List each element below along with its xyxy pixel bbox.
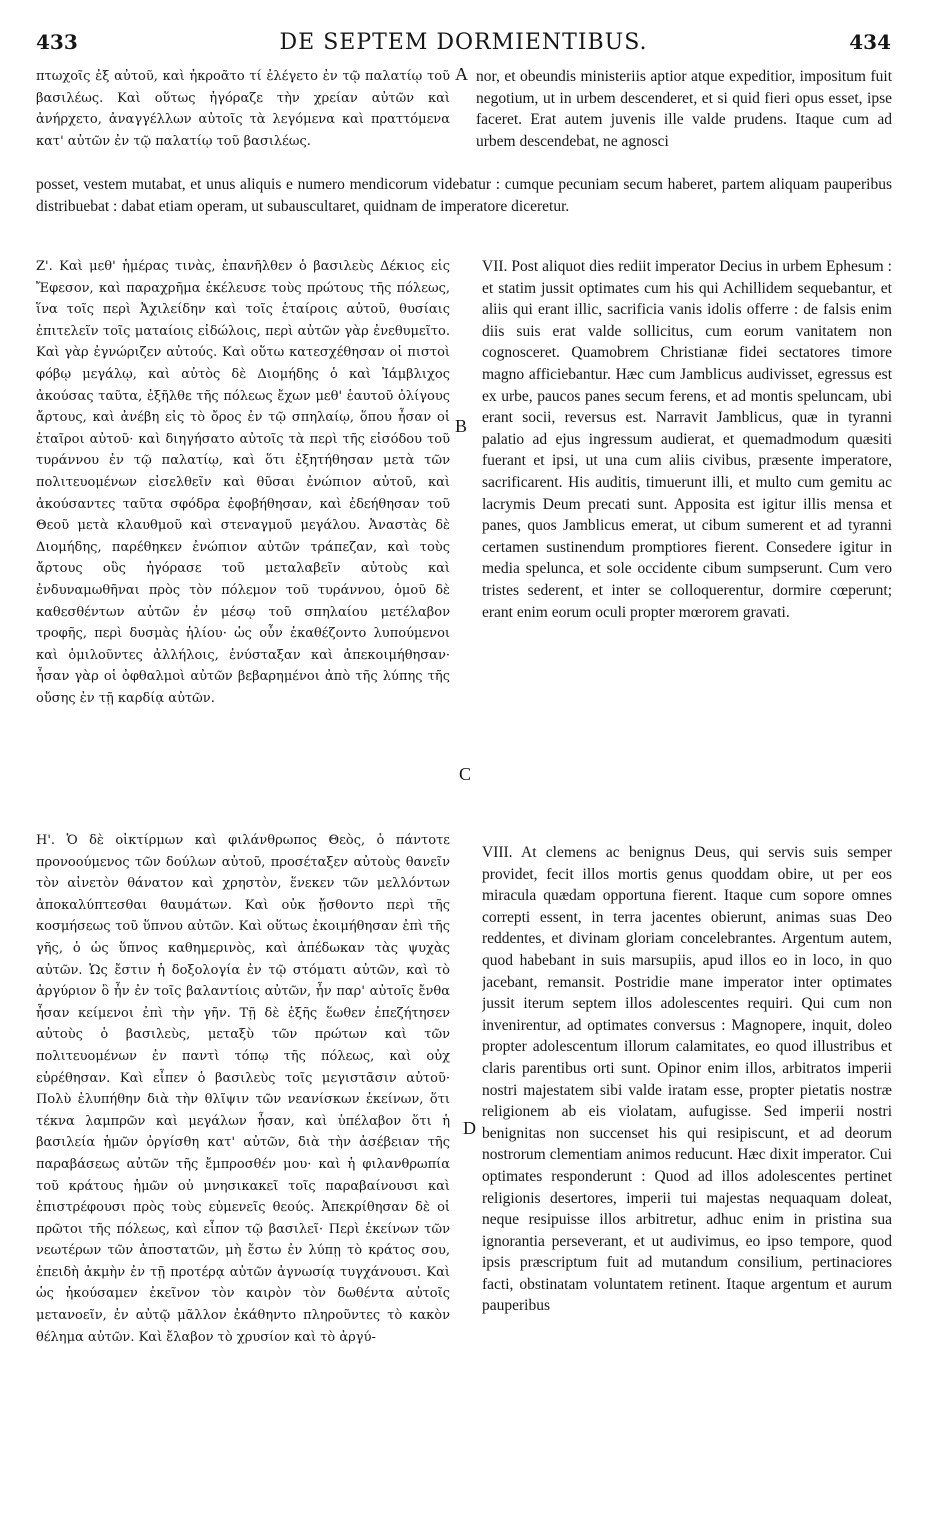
page-number-right: 434 <box>849 30 891 54</box>
margin-marker-c: C <box>459 764 472 784</box>
margin-marker-d: D <box>463 1118 476 1138</box>
latin-paragraph-full-width: posset, vestem mutabat, et unus aliquis e numero mendicorum videbatur : cumque pecuniam secum haberet, partem aliquam pauperibus distribuebat : dabat etiam operam, ut subauscultaret, quidnam de imperatore diceretur. <box>36 176 892 215</box>
margin-marker-a: A <box>455 64 468 84</box>
page-number-left: 433 <box>36 30 78 54</box>
latin-paragraph-opening: nor, et obeundis ministeriis aptior atque expeditior, impositum fuit negotium, ut in urbem descenderet, et si quid fieri opus esset, ipse faceret. Erat autem juvenis ille valde prudens. Itaque cum ad urbem descendebat, ne agnosci <box>476 68 892 150</box>
running-title: DE SEPTEM DORMIENTIBUS. <box>279 30 648 55</box>
greek-section-8: Η'. Ὁ δὲ οἰκτίρμων καὶ φιλάνθρωπος Θεὸς, ὁ πάντοτε προνοούμενος τῶν δούλων αὐτοῦ, προσέταξεν αὐτοὺς θανεῖν τὸν αἰνετὸν θάνατον καὶ χρηστὸν, ἕνεκεν τῶν μελλόντων ἀποκαλύπτεσθαι θαυμάτων. Καὶ οὐκ ᾔσθοντο περὶ τῆς κοσμήσεως τοῦ ὕπνου αὐτῶν. Καὶ οὕτως ἐκοιμήθησαν ἐπὶ τῆς γῆς, ὁ ὡς ὕπνος καθημερινὸς, καὶ ἀπέδωκαν τὰς ψυχὰς αὐτῶν. Ὡς ἔστιν ἡ δοξολογία ἐν τῷ στόματι αὐτῶν, καὶ τὸ ἀργύριον ὃ ἦν ἐν τοῖς βαλαντίοις αὐτῶν, ἦν παρ' αὐτοῖς ἔνθα ἦσαν κείμενοι ἐπὶ τὴν γῆν. Τῇ δὲ ἑξῆς ἕωθεν ἐπεζήτησεν αὐτοὺς ὁ βασιλεὺς, μεταξὺ τῶν πρώτων καὶ τῶν πολιτευομένων ἐν παντὶ τόπῳ τῆς πόλεως, καὶ οὐχ εὑρέθησαν. Καὶ εἶπεν ὁ βασιλεὺς τοῖς μεγιστᾶσιν αὐτοῦ· Πολὺ ἐλυπήθην διὰ τὴν θλῖψιν τῶν νεανίσκων ἐκείνων, ὅτι τέκνα λαμπρῶν καὶ μεγάλων ἦσαν, καὶ ὑπέλαβον ὅτι ἡ βασιλεία ἡμῶν ὀργίσθη κατ' αὐτῶν, διὰ τὴν ἀσέβειαν τῆς παραβάσεως αὐτῶν τῆς ἔμπροσθέν μου· καὶ ἡ φιλανθρωπία τοῦ κράτους ἡμῶν οὐ μνησικακεῖ τοῖς παραβαίνουσι καὶ ἐπιστρέφουσι πρὸς τοὺς εὐμενεῖς θεούς. Ἀπεκρίθησαν δὲ οἱ πρῶτοι τῆς πόλεως, καὶ εἶπον τῷ βασιλεῖ· Περὶ ἐκείνων τῶν νεωτέρων τῶν ἀποστατῶν, μὴ ἔστω ἐν λύπῃ τὸ κράτος σου, ἐπειδὴ ἀκμὴν ἐν τῇ προτέρᾳ αὐτῶν ἀγνωσίᾳ τυγχάνουσι. Καὶ ὡς ἠκούσαμεν ἐκεῖνον τὸν καιρὸν τὸν δωθέντα αὐτοῖς μετανοεῖν, ἐν αὐτῷ μᾶλλον ἐκάθηντο πληροῦντες τὸ κακὸν θέλημα αὐτῶν. Καὶ ἔλαβον τὸ χρυσίον καὶ τὸ ἀργύ- <box>36 833 450 1345</box>
latin-section-7: VII. Post aliquot dies rediit imperator Decius in urbem Ephesum : et statim jussit optimates cum his qui Achillidem sequebantur, et aliis qui erant illic, sacrificia vanis idolis offerre : de falsis enim diis suis erat valde sollicitus, cum eorum vanitatem non cognosceret. Quamobrem Christianæ fidei sectatores timore magno afficiebantur. Hæc cum Jamblicus audivisset, egressus est ex urbe, paucos panes secum ferens, et ad montis speluncam, ubi erant socii, reversus est. Narravit Jamblicus, quæ in tyranni palatio ad ejus ingressum audierat, et quemadmodum quæsiti fuerant et ipsi, ut una cum aliis civibus, præsente imperatore, sacrificarent. His auditis, timuerunt illi, et multo cum gemitu ac lacrymis Deum precati sunt. Apposita est igitur illis mensa et panes, quos Jamblicus emerat, ut cibum sumerent et ad tyranni certamen sustinendum promptiores fierent. Consedere igitur in media spelunca, et sole occidente cibum sumpserunt. Cum vero tristes sederent, et inter se colloquerentur, dormire cœperunt; erant enim eorum oculi propter mœrorem gravati. <box>482 258 892 621</box>
latin-section-8: VIII. At clemens ac benignus Deus, qui servis suis semper providet, fecit illos mortis genus quoddam obire, ut per eos miracula quædam opportuna fierent. Itaque cum sopore omnes correpti essent, in terra jacentes obierunt, animas suas Deo reddentes, et divinam gloriam concelebrantes. Argentum autem, quod habebant in suis marsupiis, apud illos eo in loco, in quo jacebant, remansit. Postridie mane imperator inter optimates jussit iterum septem illos adolescentes requiri. Qui cum non invenirentur, ad optimates conversus : Magnopere, inquit, doleo propter adolescentum illorum calamitates, eo quod illustribus et claris parentibus orti sunt. Opinor enim illos, arbitratos imperii nostri majestatem sibi valde iratam esse, propter pietatis nostræ religionem ab eis violatam, aufugisse. Sed imperii nostri benignitas non succenset his qui resipiscunt, et ad deorum nostrorum clementiam animos reducunt. Hæc dixit imperator. Cui optimates responderunt : Quod ad illos adolescentes pertinet religionis desertores, imperii tui majestas nequaquam doleat, neque resipuisse illos arbitretur, adhuc enim in pristina sua ignorantia perseverant, et ut audivimus, eo ipso tempore, quod ipsis præscriptum fuit ad mutandum consilium, pertinaciores facti, obstinatam voluntatem retinent. Itaque argentum et aurum pauperibus <box>482 844 892 1315</box>
margin-marker-b: B <box>455 416 468 436</box>
greek-paragraph-opening: πτωχοῖς ἐξ αὐτοῦ, καὶ ἠκροᾶτο τί ἐλέγετο ἐν τῷ παλατίῳ τοῦ βασιλέως. Καὶ οὕτως ἠγόραζε τὴν χρείαν αὐτῶν καὶ ἀνήρχετο, ἀναγγέλλων αὐτοῖς τὰ λεγόμενα καὶ πραττόμενα κατ' αὐτῶν ἐν τῷ παλατίῳ τοῦ βασιλέως. <box>36 69 450 149</box>
running-header <box>36 30 891 60</box>
greek-section-7: Ζ'. Καὶ μεθ' ἡμέρας τινὰς, ἐπανῆλθεν ὁ βασιλεὺς Δέκιος εἰς Ἔφεσον, καὶ παραχρῆμα ἐκέλευσε τοὺς πρώτους τῆς πόλεως, ἵνα τοῖς περὶ Ἀχιλείδην καὶ τοῖς ἑταίροις αὐτοῦ, θυσίαις ἐπιτελεῖν τοῖς ματαίοις εἰδώλοις, περὶ αὐτῶν γὰρ ἐνεθυμεῖτο. Καὶ γὰρ ἐγνώριζεν αὐτούς. Καὶ οὕτω κατεσχέθησαν οἱ πιστοὶ φόβῳ μεγάλῳ, καὶ αὐτὸς δὲ Διομήδης ὁ καὶ Ἰάμβλιχος ἀκούσας ταῦτα, ἐξῆλθε τῆς πόλεως ἔχων μεθ' ἑαυτοῦ ὀλίγους ἄρτους, καὶ ἀνέβη εἰς τὸ ὄρος ἐν τῷ σπηλαίῳ, ὅπου ἦσαν οἱ ἑταῖροι αὐτοῦ· καὶ διηγήσατο αὐτοῖς τὰ περὶ τῆς εἰσόδου τοῦ τυράννου ἐν τῷ παλατίῳ, καὶ ὅτι ἐξητήθησαν μετὰ τῶν πολιτευομένων εἰσελθεῖν καὶ θῦσαι ἐνώπιον αὐτοῦ, καὶ ἀκούσαντες ταῦτα σφόδρα ἐφοβήθησαν, καὶ ἐδεήθησαν τοῦ Θεοῦ μετὰ κλαυθμοῦ καὶ στεναγμοῦ μεγάλου. Ἀναστὰς δὲ Διομήδης, παρέθηκεν ἐνώπιον αὐτῶν τράπεζαν, καὶ τοὺς ἄρτους οὓς ἠγόρασε τοῦ μεταλαβεῖν αὐτοὺς καὶ ἐνδυναμωθῆναι πρὸς τὸν πόλεμον τοῦ τυράννου, ὁμοῦ δὲ καθεσθέντων αὐτῶν ἐν μέσῳ τοῦ σπηλαίου μετέλαβον τροφῆς, περὶ δυσμὰς ἡλίου· ὡς οὖν ἐκαθέζοντο λυπούμενοι καὶ ὁμιλοῦντες ἀλλήλοις, ἐνύσταξαν καὶ ἀπεκοιμήθησαν· ἦσαν γὰρ οἱ ὀφθαλμοὶ αὐτῶν βεβαρημένοι ἀπὸ τῆς λύπης τῆς οὔσης ἐν τῇ καρδίᾳ αὐτῶν. <box>36 259 450 706</box>
